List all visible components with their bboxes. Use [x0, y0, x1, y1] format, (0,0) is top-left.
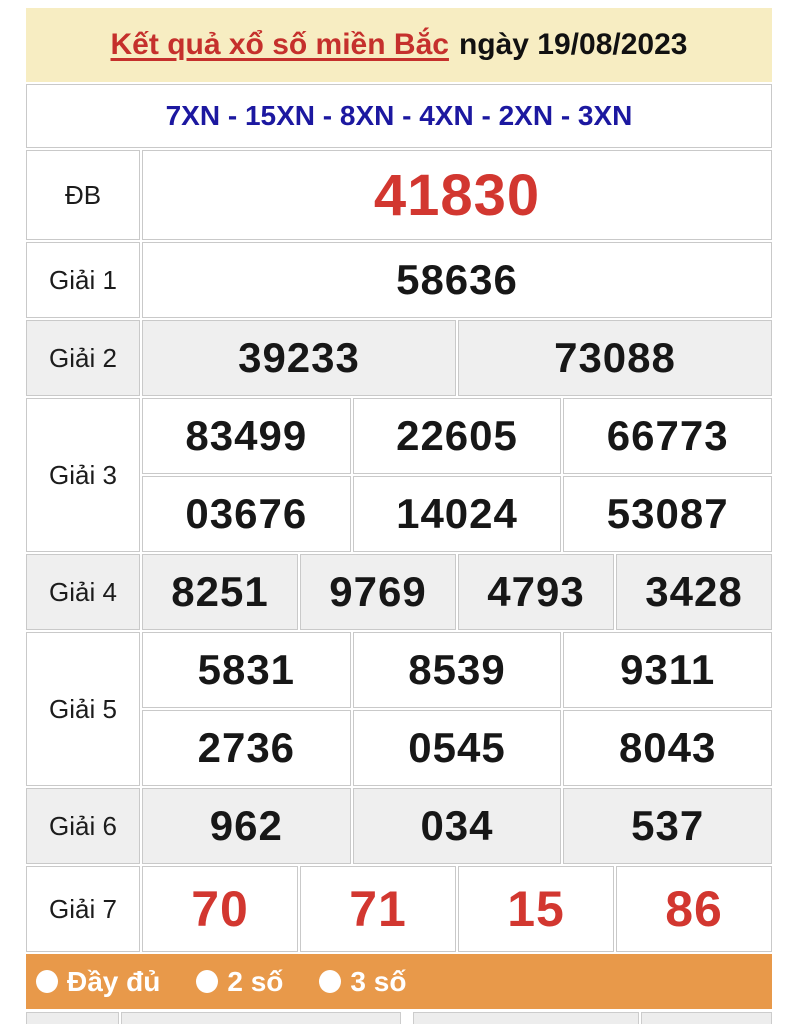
prize-number-cell: 14024 [353, 476, 562, 552]
prize-line [142, 788, 772, 864]
prize-line [142, 554, 772, 630]
prize-row-g5 [26, 632, 772, 786]
prize-label-g2: Giải 2 [26, 320, 140, 396]
next-table-cell [641, 1012, 772, 1024]
prize-label-g3: Giải 3 [26, 398, 140, 552]
prize-row-g4 [26, 554, 772, 630]
prize-number-cell: 66773 [563, 398, 772, 474]
prize-row-g3 [26, 398, 772, 552]
prize-line [142, 476, 772, 552]
next-table-sliver [26, 1012, 772, 1024]
prize-number-cell: 53087 [563, 476, 772, 552]
prize-number-cell: 73088 [458, 320, 772, 396]
filter-option-full[interactable] [36, 966, 160, 998]
radio-icon[interactable] [319, 970, 341, 993]
prize-line [142, 632, 772, 708]
prize-number-cell: 83499 [142, 398, 351, 474]
prize-number-cell: 8251 [142, 554, 298, 630]
prize-values-g4 [142, 554, 772, 630]
prize-values-g3 [142, 398, 772, 552]
prize-number-cell: 03676 [142, 476, 351, 552]
radio-icon[interactable] [196, 970, 218, 993]
prize-number-cell: 70 [142, 866, 298, 952]
prize-number-cell: 9769 [300, 554, 456, 630]
filter-option-label: 3 số [350, 965, 407, 997]
prize-label-g5: Giải 5 [26, 632, 140, 786]
prize-line [142, 320, 772, 396]
prize-row-g6 [26, 788, 772, 864]
prize-number-cell: 15 [458, 866, 614, 952]
prize-values-g7 [142, 866, 772, 952]
prize-row-g7 [26, 866, 772, 952]
prize-row-db [26, 150, 772, 240]
prize-number-cell: 0545 [353, 710, 562, 786]
prize-number-cell: 3428 [616, 554, 772, 630]
prize-label-g6: Giải 6 [26, 788, 140, 864]
prize-number-cell: 58636 [142, 242, 772, 318]
prize-values-g2 [142, 320, 772, 396]
prize-values-g1 [142, 242, 772, 318]
prize-table [26, 150, 772, 952]
prize-line [142, 866, 772, 952]
prize-number-cell: 86 [616, 866, 772, 952]
prize-values-db [142, 150, 772, 240]
prize-label-g1: Giải 1 [26, 242, 140, 318]
filter-option-label: Đầy đủ [67, 965, 161, 997]
next-table-cell [26, 1012, 119, 1024]
prize-number-cell: 9311 [563, 632, 772, 708]
radio-icon[interactable] [36, 970, 58, 993]
prize-line [142, 710, 772, 786]
prize-label-db: ĐB [26, 150, 140, 240]
filter-bar [26, 954, 772, 1009]
prize-label-g7: Giải 7 [26, 866, 140, 952]
filter-option-2-digit[interactable] [196, 966, 283, 998]
prize-line [142, 150, 772, 240]
result-header-banner [26, 8, 772, 82]
result-date: ngày 19/08/2023 [458, 28, 688, 61]
prize-row-g1 [26, 242, 772, 318]
prize-number-cell: 537 [563, 788, 772, 864]
prize-number-cell: 8043 [563, 710, 772, 786]
next-table-right [413, 1012, 772, 1024]
prize-number-cell: 41830 [142, 150, 772, 240]
next-table-cell [413, 1012, 639, 1024]
next-table-cell [121, 1012, 401, 1024]
prize-number-cell: 71 [300, 866, 456, 952]
prize-label-g4: Giải 4 [26, 554, 140, 630]
filter-option-3-digit[interactable] [319, 966, 406, 998]
prize-values-g6 [142, 788, 772, 864]
prize-number-cell: 22605 [353, 398, 562, 474]
prize-number-cell: 5831 [142, 632, 351, 708]
prize-number-cell: 4793 [458, 554, 614, 630]
prize-number-cell: 39233 [142, 320, 456, 396]
prize-row-g2 [26, 320, 772, 396]
prize-line [142, 398, 772, 474]
prize-values-g5 [142, 632, 772, 786]
draw-codes-row: 7XN - 15XN - 8XN - 4XN - 2XN - 3XN [26, 84, 772, 148]
next-table-left [26, 1012, 401, 1024]
filter-option-label: 2 số [227, 965, 284, 997]
result-title-link[interactable]: Kết quả xổ số miền Bắc [110, 28, 449, 61]
prize-number-cell: 8539 [353, 632, 562, 708]
prize-number-cell: 962 [142, 788, 351, 864]
prize-line [142, 242, 772, 318]
prize-number-cell: 034 [353, 788, 562, 864]
prize-number-cell: 2736 [142, 710, 351, 786]
